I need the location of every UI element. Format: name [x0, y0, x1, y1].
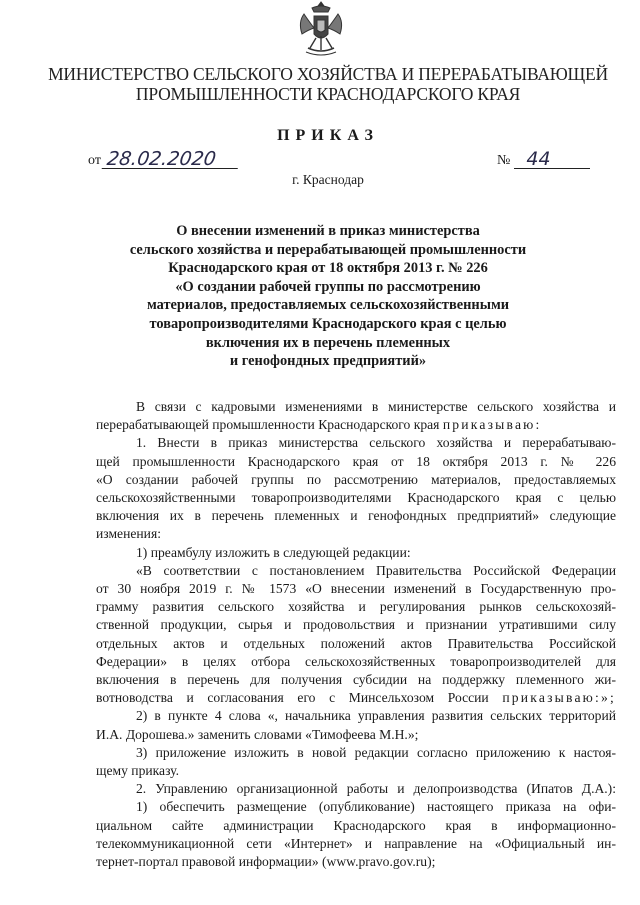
subject-line: Краснодарского края от 18 октября 2013 г. № 226 — [168, 260, 488, 277]
body-line: вотноводства и согласования его с Минсельхозом России приказываю:»; — [96, 690, 616, 706]
date-prefix: от — [88, 153, 101, 168]
document-subject — [60, 222, 596, 371]
body-line: 1) обеспечить размещение (опубликование) настоящего приказа на офи- — [136, 799, 616, 815]
body-line: ственной продукции, сырья и продовольствия и признании утратившими силу — [96, 617, 616, 633]
body-line: отдельных актов и отдельных положений актов Правительства Российской — [96, 635, 616, 651]
date-value: 28.02.2020 — [102, 150, 241, 169]
subject-line: материалов, предоставляемых сельскохозяйственными — [146, 297, 510, 314]
body-line: циальном сайте администрации Краснодарского края в информационно- — [96, 817, 616, 833]
document-type: ПРИКАЗ — [277, 127, 379, 144]
body-line: сельскохозяйственными товаропроизводителями Краснодарского края с целью — [96, 490, 616, 506]
body-line: «О создании рабочей группы по рассмотрению материалов, предоставляемых — [96, 471, 616, 487]
body-line: В связи с кадровыми изменениями в министерстве сельского хозяйства и — [136, 399, 616, 414]
body-line: «В соответствии с постановлением Правительства Российской Федерации — [136, 562, 616, 578]
number-value: 44 — [514, 150, 590, 169]
body-line: тернет-портал правовой информации» (www.pravo.gov.ru); — [96, 854, 436, 870]
number-prefix: № — [497, 153, 511, 168]
body-line: 2. Управлению организационной работы и делопроизводства (Ипатов Д.А.): — [136, 781, 616, 797]
body-line: щему приказу. — [96, 763, 179, 779]
body-line: щей промышленности Краснодарского края от 18 октября 2013 г. № 226 — [96, 453, 616, 469]
number-field — [497, 150, 590, 169]
subject-line: сельского хозяйства и перерабатывающей промышленности — [129, 241, 527, 258]
body-line: перерабатывающей промышленности Краснодарского края приказываю: — [96, 417, 542, 433]
date-field — [88, 150, 239, 169]
city: г. Краснодар — [292, 172, 364, 187]
subject-line: «О создании рабочей группы по рассмотрению — [175, 278, 481, 295]
body-line: изменения: — [96, 526, 161, 542]
ministry-line-2: ПРОМЫШЛЕННОСТИ КРАСНОДАРСКОГО КРАЯ — [135, 84, 521, 104]
body-line: 2) в пункте 4 слова «, начальника управления развития сельских территорий — [136, 708, 616, 724]
body-line: И.А. Дорошева.» заменить словами «Тимофеева М.Н.»; — [96, 726, 419, 742]
body-line: включения в перечень для получения субсидии на поддержку племенного жи- — [96, 672, 616, 688]
ministry-name — [40, 64, 616, 104]
subject-line: и генофондных предприятий» — [229, 353, 427, 370]
ministry-line-1: МИНИСТЕРСТВО СЕЛЬСКОГО ХОЗЯЙСТВА И ПЕРЕРАБАТЫВАЮЩЕЙ — [48, 64, 608, 84]
order-word: приказываю: — [442, 417, 542, 433]
coat-of-arms-icon — [296, 0, 346, 58]
subject-line: товаропроизводителями Краснодарского края с целью — [149, 315, 507, 332]
body-line: грамму развития сельского хозяйства и регулирования рынков сельскохозяй- — [96, 599, 616, 615]
body-line: включения их в перечень племенных и генофондных предприятий» следующие — [96, 508, 616, 524]
subject-line: О внесении изменений в приказ министерства — [176, 223, 480, 239]
body-line: 3) приложение изложить в новой редакции согласно приложению к настоя- — [136, 744, 616, 760]
body-line: 1) преамбулу изложить в следующей редакции: — [136, 544, 411, 560]
document-body — [96, 398, 616, 871]
body-line: 1. Внести в приказ министерства сельского хозяйства и перерабатываю- — [136, 435, 616, 451]
body-line: телекоммуникационной сети «Интернет» и направление на «Официальный ин- — [96, 835, 616, 851]
order-word: приказываю:»; — [502, 690, 616, 706]
body-line: Федерации» в целях отбора сельскохозяйственных товаропроизводителей для — [96, 653, 616, 669]
subject-line: включения их в перечень племенных — [205, 334, 451, 351]
body-line: от 30 ноября 2019 г. № 1573 «О внесении изменений в Государственную про- — [96, 581, 616, 597]
